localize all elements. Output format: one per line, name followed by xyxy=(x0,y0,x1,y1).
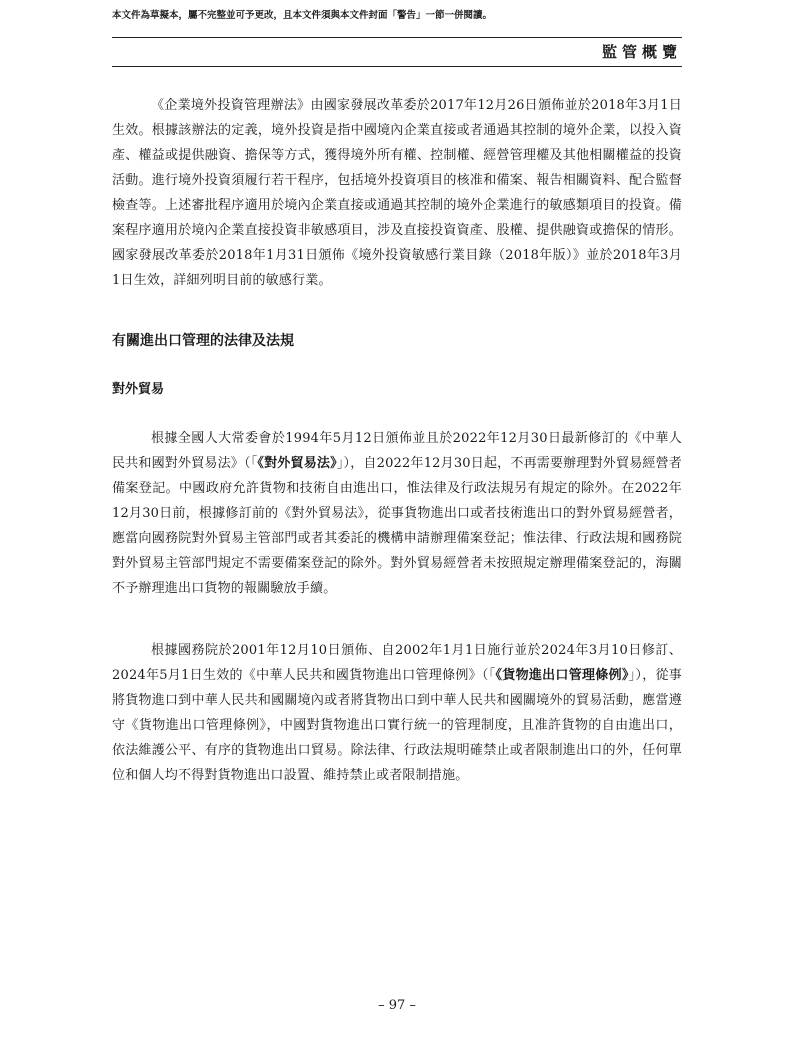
paragraph-goods-import-export-regulations xyxy=(112,638,682,788)
paragraph-overseas-investment: 《企業境外投資管理辦法》由國家發展改革委於2017年12月26日頒佈並於2018年3月1日生效。根據該辦法的定義，境外投資是指中國境內企業直接或者通過其控制的境外企業，以投入資產、權益或提供融資、擔保等方式，獲得境外所有權、控制權、經營管理權及其他相關權益的投資活動。進行境外投資須履行若干程序，包括境外投資項目的核准和備案、報告相關資料、配合監督檢查等。上述審批程序適用於境內企業直接或通過其控制的境外企業進行的敏感類項目的投資。備案程序適用於境內企業直接投資非敏感項目，涉及直接投資資產、股權、提供融資或擔保的情形。國家發展改革委於2018年1月31日頒佈《境外投資敏感行業目錄（2018年版）》並於2018年3月1日生效，詳細列明目前的敏感行業。 xyxy=(112,98,682,288)
page-number: – 97 – xyxy=(378,998,416,1013)
defined-term-foreign-trade-law: 《對外貿易法》 xyxy=(257,456,337,471)
paragraph-3-text-2: 」），從事將貨物進口到中華人民共和國關境內或者將貨物出口到中華人民共和國關境外的貿易活動，應當遵守《貨物進出口管理條例》，中國對貨物進出口實行統一的管理制度，且准許貨物的自由進出口，依法維護公平、有序的貨物進出口貿易。除法律、行政法規明確禁止或者限制進出口的外，任何單位和個人均不得對貨物進出口設置、維持禁止或者限制措施。 xyxy=(112,668,682,783)
header-bottom-rule xyxy=(112,66,682,67)
heading-import-export-laws: 有關進出口管理的法律及法規 xyxy=(112,333,294,349)
heading-foreign-trade: 對外貿易 xyxy=(112,382,165,397)
paragraph-2-text-2: 」），自2022年12月30日起，不再需要辦理對外貿易經營者備案登記。中國政府允許貨物和技術自由進出口，惟法律及行政法規另有規定的除外。在2022年12月30日前，根據修訂前的《對外貿易法》，從事貨物進出口或者技術進出口的對外貿易經營者，應當向國務院對外貿易主管部門或者其委託的機構申請辦理備案登記；惟法律、行政法規和國務院對外貿易主管部門規定不需要備案登記的除外。對外貿易經營者未按照規定辦理備案登記的，海關不予辦理進出口貨物的報關驗放手續。 xyxy=(112,456,682,596)
defined-term-goods-regulations: 《貨物進出口管理條例》 xyxy=(495,668,629,683)
paragraph-3-text-1: 根據國務院於2001年12月10日頒佈、自2002年1月1日施行並於2024年3月10日修訂、2024年5月1日生效的《中華人民共和國貨物進出口管理條例》（「 xyxy=(112,643,682,683)
paragraph-foreign-trade-law xyxy=(112,426,682,601)
draft-disclaimer: 本文件為草擬本，屬不完整並可予更改，且本文件須與本文件封面「警告」一節一併閱讀。 xyxy=(112,10,493,21)
paragraph-2-text-1: 根據全國人大常委會於1994年5月12日頒佈並且於2022年12月30日最新修訂的《中華人民共和國對外貿易法》（「 xyxy=(112,431,682,471)
header-top-rule xyxy=(112,37,682,38)
section-title: 監管概覽 xyxy=(601,43,682,61)
